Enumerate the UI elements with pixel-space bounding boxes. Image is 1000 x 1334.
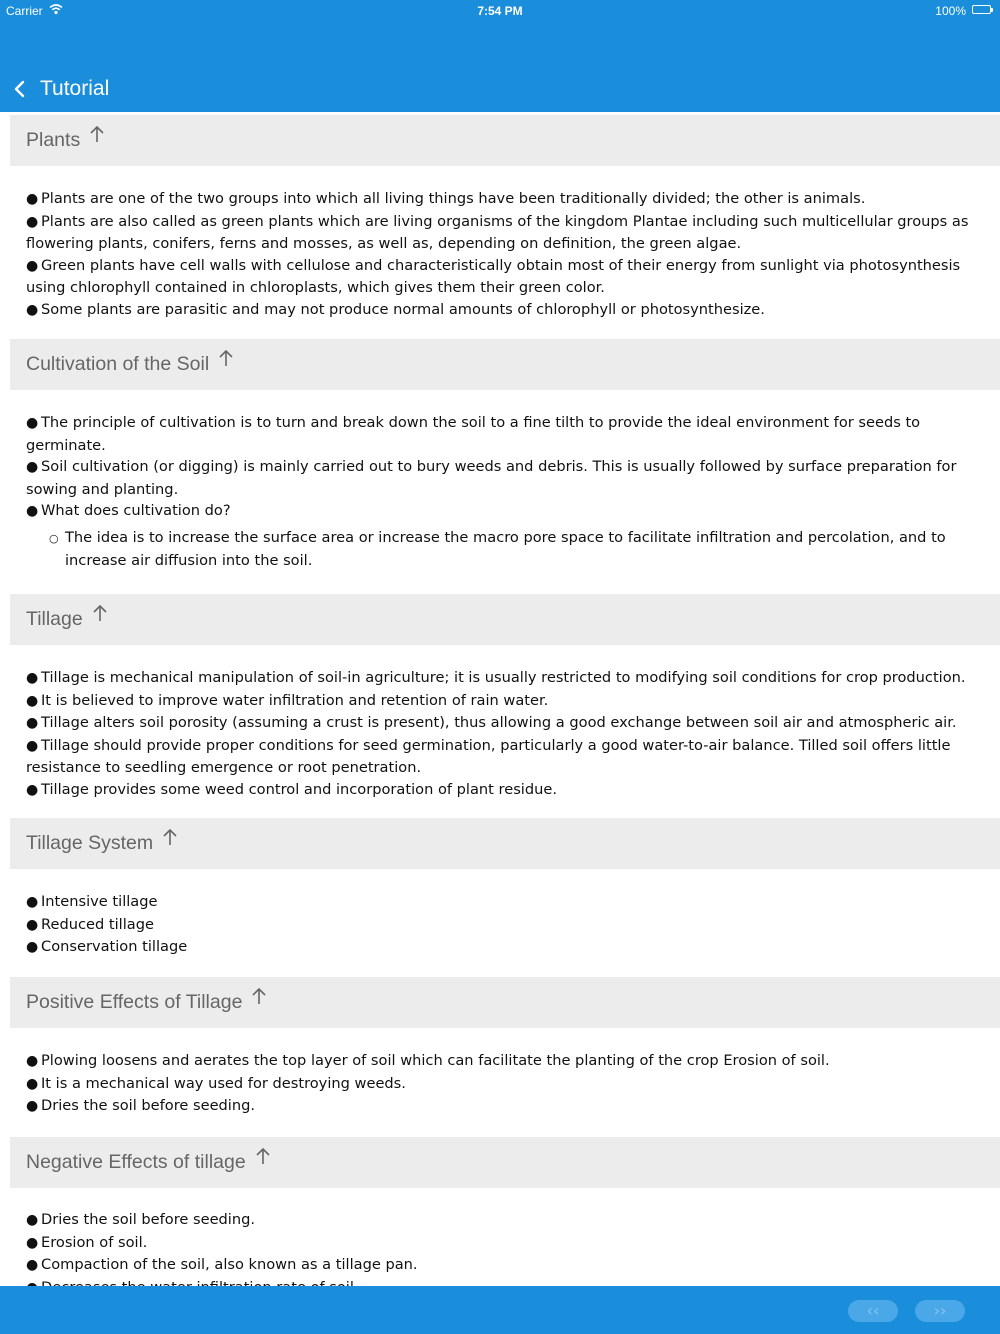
list-item: ● Conservation tillage: [26, 938, 188, 956]
previous-page-button[interactable]: ‹‹: [848, 1300, 898, 1322]
chevron-left-icon: [12, 79, 28, 99]
section-title: Cultivation of the Soil: [26, 353, 210, 375]
section-title: Negative Effects of tillage: [26, 1151, 246, 1173]
sub-list-item: ○ The idea is to increase the surface area or increase the macro pore space to facilitate infiltration and percolation, and to increase air diffusion into the soil.: [49, 528, 946, 569]
list-item-continued: germinate.: [26, 436, 106, 454]
list-item: ● The principle of cultivation is to turn and break down the soil to a fine tilth to provide the ideal environment for seeds to: [26, 414, 921, 431]
section-title: Plants: [26, 129, 81, 151]
section-body-plants: [26, 188, 986, 322]
section-header-plants: [10, 115, 1000, 166]
navigation-bar: [0, 0, 1000, 112]
list-item: ● Some plants are parasitic and may not produce normal amounts of chlorophyll or photosynthesize.: [26, 300, 765, 318]
list-item: ● Soil cultivation (or digging) is mainly carried out to bury weeds and debris. This is usually followed by surface preparation for: [26, 458, 957, 476]
arrow-up-icon[interactable]: [92, 604, 108, 628]
section-header-tillage: [10, 594, 1000, 645]
list-item: ● Tillage should provide proper conditions for seed germination, particularly a good water-to-air balance. Tilled soil offers little: [26, 736, 951, 754]
arrow-up-icon[interactable]: [251, 987, 267, 1011]
section-body-tillage-system: [26, 891, 986, 959]
battery-icon: [972, 5, 994, 15]
list-item: ● Compaction of the soil, also known as a tillage pan.: [26, 1256, 418, 1274]
next-page-button[interactable]: ››: [915, 1300, 965, 1322]
list-item: ● Tillage is mechanical manipulation of soil-in agriculture; it is usually restricted to modifying soil conditions for crop production.: [26, 669, 966, 686]
arrow-up-icon[interactable]: [162, 828, 178, 852]
section-title: Tillage System: [26, 832, 154, 854]
section-title: Tillage: [26, 608, 83, 630]
list-item: ● What does cultivation do?: [26, 502, 231, 520]
section-body-positive-effects: [26, 1050, 986, 1118]
list-item: ● Green plants have cell walls with cellulose and characteristically obtain most of their energy from sunlight via photosynthesis: [26, 256, 961, 274]
list-item: ● It is a mechanical way used for destroying weeds.: [26, 1074, 406, 1092]
section-header-negative-effects: [10, 1137, 1000, 1188]
list-item: ● Plants are also called as green plants which are living organisms of the kingdom Plantae including such multicellular groups as: [26, 212, 969, 230]
arrow-up-icon[interactable]: [255, 1147, 271, 1171]
list-item: ● Tillage provides some weed control and incorporation of plant residue.: [26, 780, 557, 798]
battery-percentage: 100%: [935, 4, 966, 18]
arrow-up-icon[interactable]: [218, 349, 234, 373]
bottom-toolbar: [0, 1286, 1000, 1334]
list-item: ● Reduced tillage: [26, 915, 154, 933]
list-item: ● Dries the soil before seeding.: [26, 1097, 256, 1115]
section-header-tillage-system: [10, 818, 1000, 869]
list-item-continued: sowing and planting.: [26, 480, 179, 498]
list-item: ● Intensive tillage: [26, 893, 158, 910]
section-header-positive-effects: [10, 977, 1000, 1028]
section-body-tillage: [26, 667, 986, 802]
back-button-label: Tutorial: [40, 77, 110, 100]
list-item: ● Erosion of soil.: [26, 1233, 148, 1251]
carrier-label: Carrier: [6, 4, 43, 18]
list-item: ● Plowing loosens and aerates the top layer of soil which can facilitate the planting of the crop Erosion of soil.: [26, 1052, 830, 1069]
list-item: ● Dries the soil before seeding.: [26, 1211, 256, 1228]
tutorial-content[interactable]: [0, 112, 1000, 1286]
arrow-up-icon[interactable]: [89, 125, 105, 149]
status-time: 7:54 PM: [477, 4, 523, 18]
list-item: ● Plants are one of the two groups into which all living things have been traditionally divided; the other is animals.: [26, 190, 866, 207]
list-item-continued: using chlorophyll contained in chloroplasts, which gives them their green color.: [26, 279, 605, 297]
section-title: Positive Effects of Tillage: [26, 991, 243, 1013]
back-button[interactable]: [12, 72, 109, 106]
list-item-continued: flowering plants, conifers, ferns and mosses, as well as, depending on definition, the green algae.: [26, 235, 742, 253]
section-header-cultivation: [10, 339, 1000, 390]
list-item: ● It is believed to improve water infiltration and retention of rain water.: [26, 691, 549, 709]
list-item-continued: resistance to seedling emergence or root penetration.: [26, 759, 422, 777]
list-item: ● Tillage alters soil porosity (assuming a crust is present), thus allowing a good exchange between soil air and atmospheric air.: [26, 714, 957, 732]
section-body-cultivation: [26, 412, 986, 571]
status-bar: [0, 0, 1000, 22]
